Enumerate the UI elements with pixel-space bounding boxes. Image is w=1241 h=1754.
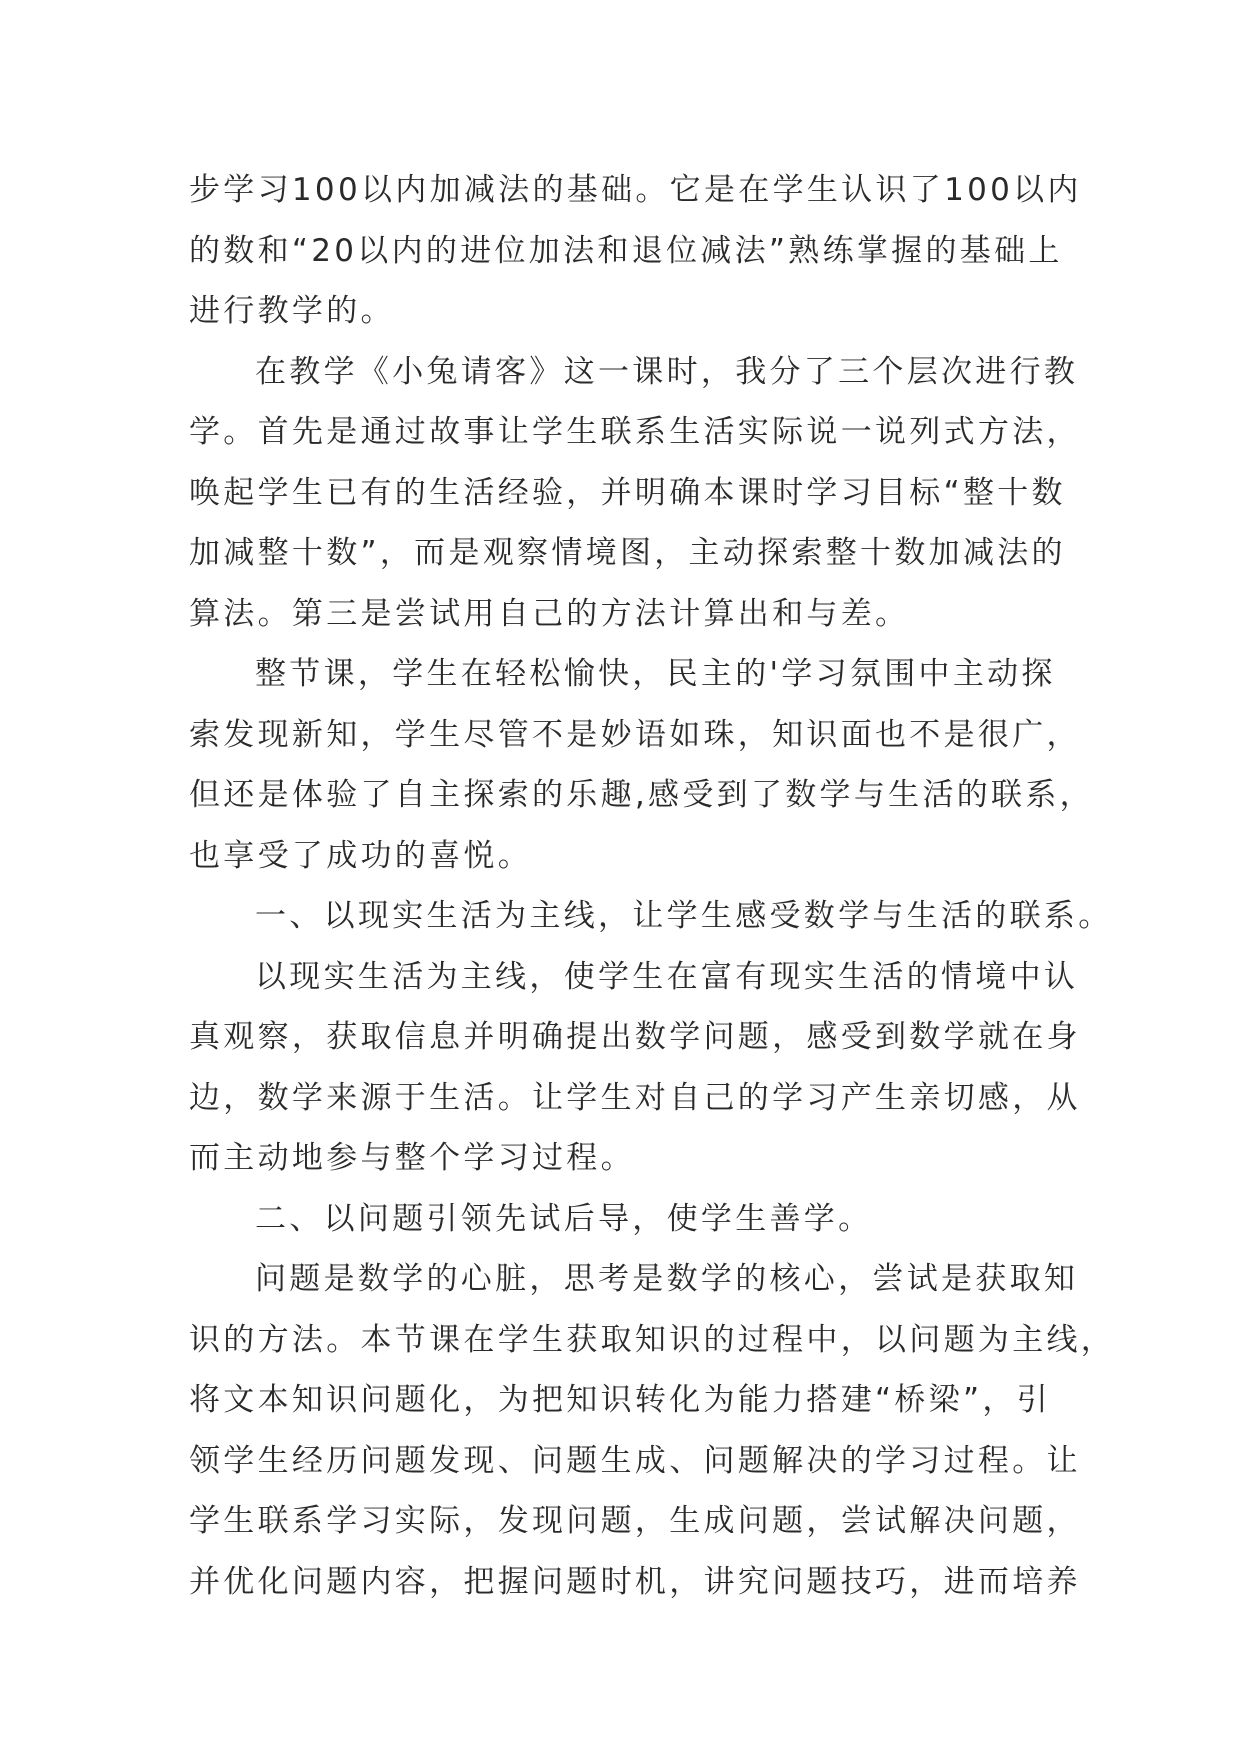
text-line: 将文本知识问题化，为把知识转化为能力搭建“桥梁”，引 — [189, 1382, 1051, 1418]
text-line: 领学生经历问题发现、问题生成、问题解决的学习过程。让 — [189, 1442, 1081, 1479]
text-line: 而主动地参与整个学习过程。 — [189, 1140, 635, 1176]
text-line: 但还是体验了自主探索的乐趣,感受到了数学与生活的联系， — [189, 777, 1094, 813]
text-line: 唤起学生已有的生活经验，并明确本课时学习目标“整十数 — [189, 474, 1066, 511]
text-line: 加减整十数”，而是观察情境图，主动探索整十数加减法的 — [189, 535, 1066, 571]
paragraph-start-line: 整节课，学生在轻松愉快，民主的'学习氛围中主动探 — [255, 656, 1056, 692]
text-line: 的数和“20以内的进位加法和退位减法”熟练掌握的基础上 — [189, 232, 1063, 269]
text-line: 并优化问题内容，把握问题时机，讲究问题技巧，进而培养 — [189, 1563, 1081, 1600]
paragraph-start-line: 以现实生活为主线，使学生在富有现实生活的情境中认 — [255, 958, 1079, 995]
text-line: 识的方法。本节课在学生获取知识的过程中，以问题为主线， — [189, 1321, 1116, 1358]
text-line: 进行教学的。 — [189, 293, 395, 329]
text-line: 也享受了成功的喜悦。 — [189, 837, 532, 874]
text-line: 边，数学来源于生活。让学生对自己的学习产生亲切感，从 — [189, 1079, 1081, 1116]
text-line: 真观察，获取信息并明确提出数学问题，感受到数学就在身 — [189, 1019, 1081, 1055]
text-line: 步学习100以内加减法的基础。它是在学生认识了100以内 — [189, 172, 1082, 208]
section-heading-2: 二、以问题引领先试后导，使学生善学。 — [255, 1200, 873, 1237]
text-line: 算法。第三是尝试用自己的方法计算出和与差。 — [189, 595, 910, 632]
paragraph-start-line: 问题是数学的心脏，思考是数学的核心，尝试是获取知 — [255, 1261, 1079, 1297]
paragraph-start-line: 在教学《小兔请客》这一课时，我分了三个层次进行教 — [255, 353, 1079, 390]
text-line: 学。首先是通过故事让学生联系生活实际说一说列式方法， — [189, 414, 1081, 450]
text-line: 索发现新知，学生尽管不是妙语如珠，知识面也不是很广， — [189, 716, 1081, 753]
document-body — [189, 160, 1116, 1612]
section-heading-1: 一、以现实生活为主线，让学生感受数学与生活的联系。 — [255, 898, 1113, 934]
text-line: 学生联系学习实际，发现问题，生成问题，尝试解决问题， — [189, 1503, 1081, 1539]
